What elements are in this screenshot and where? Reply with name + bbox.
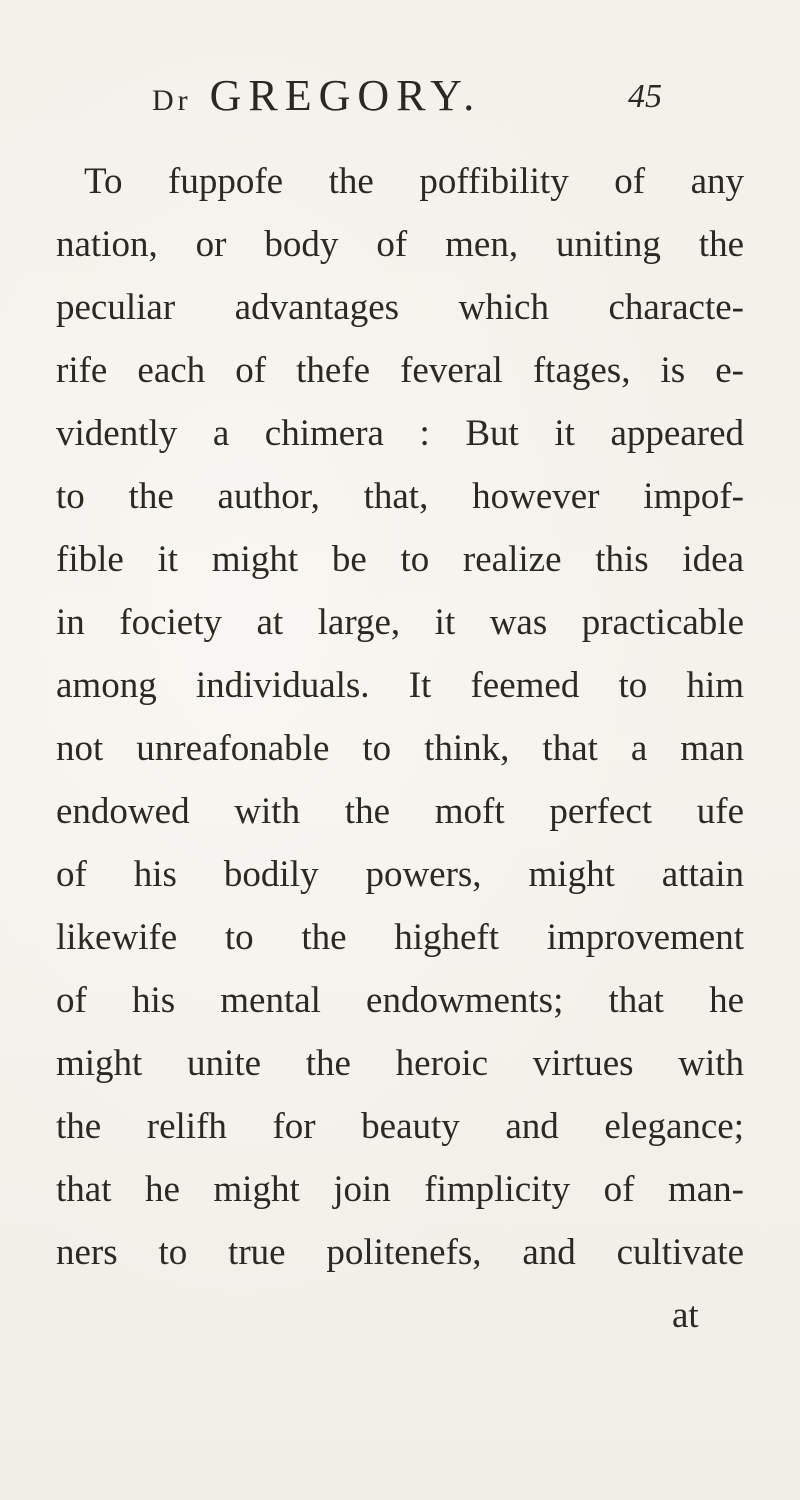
text-line: vidently a chimera : But it appeared bbox=[56, 413, 744, 454]
text-line: peculiar advantages which characte- bbox=[56, 287, 744, 328]
text-line: endowed with the moft perfect ufe bbox=[56, 791, 744, 832]
text-line: not unreafonable to think, that a man bbox=[56, 728, 744, 769]
text-line: might unite the heroic virtues with bbox=[56, 1043, 744, 1084]
text-line: likewife to the higheft improvement bbox=[56, 917, 744, 958]
text-line: that he might join fimplicity of man- bbox=[56, 1169, 744, 1210]
running-head-prefix: Dr bbox=[152, 84, 192, 117]
text-line: of his bodily powers, might attain bbox=[56, 854, 744, 895]
text-line: the relifh for beauty and elegance; bbox=[56, 1106, 744, 1147]
text-line: among individuals. It feemed to him bbox=[56, 665, 744, 706]
text-line: of his mental endowments; that he bbox=[56, 980, 744, 1021]
text-line: in fociety at large, it was practicable bbox=[56, 602, 744, 643]
text-line: ners to true politenefs, and cultivate bbox=[56, 1232, 744, 1273]
text-line: rife each of thefe feveral ftages, is e- bbox=[56, 350, 744, 391]
page-number: 45 bbox=[628, 78, 662, 115]
text-line: nation, or body of men, uniting the bbox=[56, 224, 744, 265]
catchword: at bbox=[672, 1295, 699, 1336]
running-head-title: GREGORY. bbox=[209, 71, 482, 120]
text-line: to the author, that, however impof- bbox=[56, 476, 744, 517]
text-line: To fuppofe the poffibility of any bbox=[84, 161, 744, 202]
text-line: fible it might be to realize this idea bbox=[56, 539, 744, 580]
